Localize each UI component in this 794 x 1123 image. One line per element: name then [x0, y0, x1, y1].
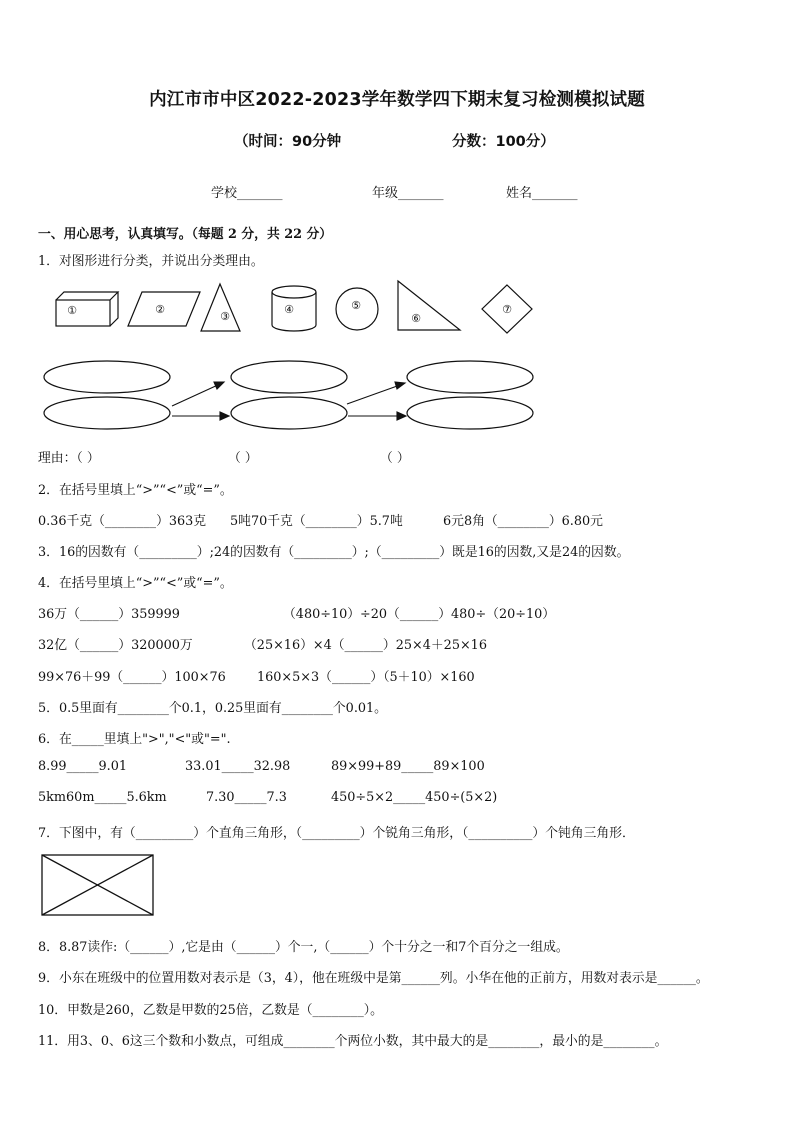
arrow: [172, 384, 220, 406]
rectangle-diagonals-figure: [40, 853, 156, 918]
question-1: 1．对图形进行分类，并说出分类理由。: [38, 254, 264, 269]
q2-item-1: 0.36千克（________）363克: [38, 514, 207, 529]
school-field: 学校_______: [211, 186, 283, 201]
shape-label-6: ⑥: [411, 312, 421, 325]
shape-label-1: ①: [67, 304, 77, 317]
question-6: 6．在_____里填上">","<"或"=".: [38, 732, 231, 747]
q6-item: 450÷5×2_____450÷(5×2): [331, 790, 498, 805]
q2-item-2: 5吨70千克（________）5.7吨: [230, 514, 403, 529]
shape-label-4: ④: [284, 303, 294, 316]
category-ellipse: [407, 397, 533, 429]
exam-score: 分数：100分）: [452, 134, 555, 150]
question-7: 7．下图中，有（_________）个直角三角形，（_________）个锐角三角形，（__________）个钝角三角形．: [38, 826, 635, 841]
reason-blank-1: 理由：（ ）: [38, 451, 100, 466]
q2-item-3: 6元8角（________）6.80元: [443, 514, 603, 529]
shapes-figure: [0, 278, 794, 438]
question-3: 3．16的因数有（_________）;24的因数有（_________）;（_________）既是16的因数,又是24的因数。: [38, 545, 630, 560]
reason-blank-2: （ ）: [228, 451, 258, 466]
category-ellipse: [44, 397, 170, 429]
category-ellipse: [44, 361, 170, 393]
q6-item: 8.99_____9.01: [38, 759, 127, 774]
q4-item: 160×5×3（______）（5＋10）×160: [257, 670, 475, 685]
question-5: 5．0.5里面有________个0.1，0.25里面有________个0.01。: [38, 701, 387, 716]
right-triangle-shape: [398, 281, 460, 330]
question-2: 2．在括号里填上“>”“<”或“=”。: [38, 483, 233, 498]
section-heading: 一、用心思考，认真填写。（每题 2 分，共 22 分）: [38, 227, 333, 242]
shape-label-5: ⑤: [351, 299, 361, 312]
q6-item: 89×99+89_____89×100: [331, 759, 485, 774]
cylinder-shape: [272, 286, 316, 331]
name-field: 姓名_______: [506, 186, 578, 201]
q4-item: 99×76＋99（______）100×76: [38, 670, 226, 685]
category-ellipse: [231, 361, 347, 393]
question-9: 9．小东在班级中的位置用数对表示是（3，4），他在班级中是第______列。小华在他的正前方，用数对表示是______。: [38, 971, 709, 986]
category-ellipse: [407, 361, 533, 393]
cuboid-shape: [56, 292, 118, 326]
shape-label-7: ⑦: [502, 303, 512, 316]
q4-item: 32亿（______）320000万: [38, 638, 193, 653]
arrow: [347, 385, 400, 404]
shape-label-2: ②: [155, 303, 165, 316]
question-8: 8．8.87读作:（______）,它是由（______）个一,（______）个十分之一和7个百分之一组成。: [38, 940, 569, 955]
category-ellipse: [231, 397, 347, 429]
page-title: 内江市市中区2022-2023学年数学四下期末复习检测模拟试题: [149, 90, 645, 110]
shape-label-3: ③: [220, 310, 230, 323]
q6-item: 33.01_____32.98: [185, 759, 291, 774]
triangle-shape: [201, 284, 240, 331]
question-11: 11．用3、0、6这三个数和小数点，可组成________个两位小数，其中最大的是________，最小的是________。: [38, 1034, 668, 1049]
question-4: 4．在括号里填上“>”“<”或“=”。: [38, 576, 233, 591]
q4-item: （25×16）×4（______）25×4＋25×16: [244, 638, 487, 653]
q6-item: 7.30_____7.3: [206, 790, 287, 805]
q6-item: 5km60m_____5.6km: [38, 790, 167, 805]
grade-field: 年级_______: [372, 186, 444, 201]
exam-time: （时间：90分钟: [234, 134, 342, 150]
reason-blank-3: （ ）: [380, 451, 410, 466]
q4-item: （480÷10）÷20（______）480÷（20÷10）: [283, 607, 556, 622]
question-10: 10．甲数是260，乙数是甲数的25倍，乙数是（________）。: [38, 1003, 383, 1018]
q4-item: 36万（______）359999: [38, 607, 180, 622]
